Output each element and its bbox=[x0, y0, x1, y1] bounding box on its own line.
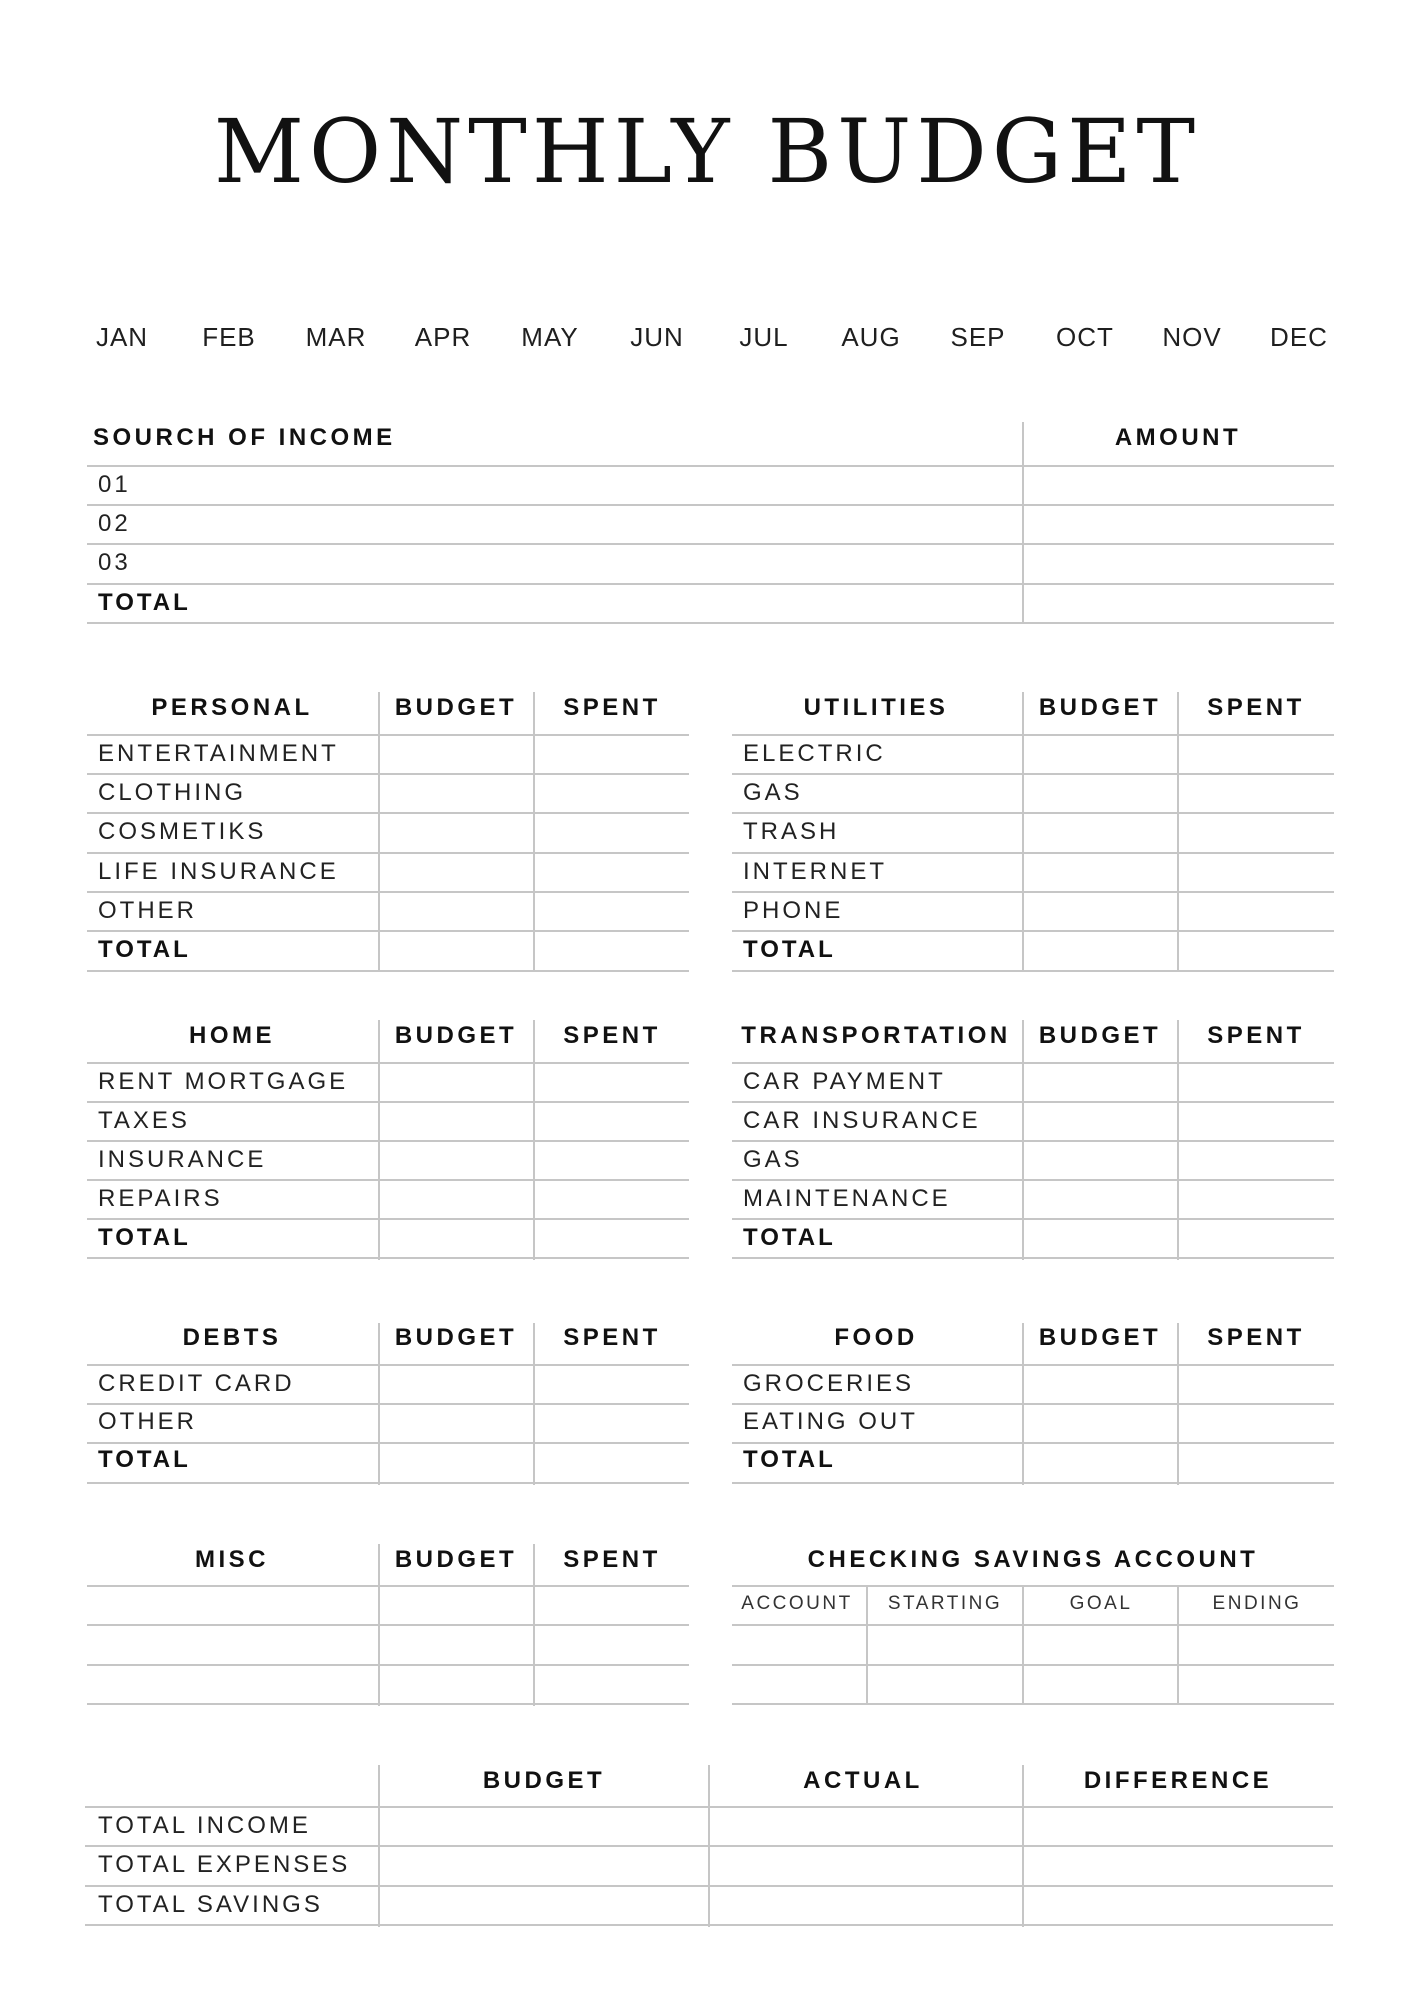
income-row-label: 02 bbox=[98, 510, 131, 537]
month-oct[interactable]: OCT bbox=[1056, 322, 1114, 352]
divider bbox=[87, 891, 689, 893]
divider bbox=[87, 930, 689, 932]
personal-row-label: OTHER bbox=[98, 897, 197, 924]
divider bbox=[87, 1218, 689, 1220]
divider bbox=[732, 734, 1334, 736]
income-amount-header: AMOUNT bbox=[1114, 424, 1242, 451]
divider bbox=[87, 1624, 689, 1626]
spent-header: SPENT bbox=[563, 1546, 661, 1573]
divider bbox=[732, 1664, 1334, 1666]
month-dec[interactable]: DEC bbox=[1270, 322, 1328, 352]
spent-header: SPENT bbox=[1207, 694, 1305, 721]
misc-header: MISC bbox=[195, 1546, 269, 1573]
month-jun[interactable]: JUN bbox=[630, 322, 684, 352]
divider bbox=[732, 1442, 1334, 1444]
divider bbox=[732, 1403, 1334, 1405]
transportation-header: TRANSPORTATION bbox=[741, 1022, 1011, 1049]
home-row-label: TAXES bbox=[98, 1107, 190, 1134]
starting-column-header: STARTING bbox=[887, 1593, 1003, 1614]
budget-header: BUDGET bbox=[1038, 1324, 1162, 1351]
divider bbox=[87, 1257, 689, 1259]
utilities-row-label: ELECTRIC bbox=[743, 740, 886, 767]
home-row-label: INSURANCE bbox=[98, 1146, 267, 1173]
home-header: HOME bbox=[189, 1022, 275, 1049]
personal-row-label: CLOTHING bbox=[98, 779, 247, 806]
divider bbox=[732, 1218, 1334, 1220]
divider bbox=[732, 1062, 1334, 1064]
home-row-label: RENT MORTGAGE bbox=[98, 1068, 349, 1095]
divider bbox=[87, 1703, 689, 1705]
divider bbox=[87, 504, 1334, 506]
budget-header: BUDGET bbox=[394, 694, 518, 721]
total-expenses-label: TOTAL EXPENSES bbox=[98, 1851, 351, 1878]
divider bbox=[732, 1101, 1334, 1103]
ending-column-header: ENDING bbox=[1212, 1593, 1302, 1614]
divider bbox=[87, 773, 689, 775]
budget-header: BUDGET bbox=[394, 1546, 518, 1573]
divider bbox=[87, 1664, 689, 1666]
month-nov[interactable]: NOV bbox=[1162, 322, 1222, 352]
divider bbox=[732, 1140, 1334, 1142]
spent-header: SPENT bbox=[563, 1022, 661, 1049]
budget-header: BUDGET bbox=[1038, 1022, 1162, 1049]
debts-row-label: OTHER bbox=[98, 1408, 197, 1435]
food-row-label: EATING OUT bbox=[743, 1408, 918, 1435]
divider bbox=[732, 1624, 1334, 1626]
income-row-label: 01 bbox=[98, 471, 131, 498]
month-aug[interactable]: AUG bbox=[841, 322, 901, 352]
utilities-row-label: INTERNET bbox=[743, 858, 887, 885]
month-jan[interactable]: JAN bbox=[95, 322, 149, 352]
divider bbox=[732, 773, 1334, 775]
divider bbox=[87, 970, 689, 972]
divider bbox=[1177, 1587, 1179, 1705]
spent-header: SPENT bbox=[1207, 1324, 1305, 1351]
month-feb[interactable]: FEB bbox=[202, 322, 256, 352]
personal-row-label: LIFE INSURANCE bbox=[98, 858, 339, 885]
spent-header: SPENT bbox=[1207, 1022, 1305, 1049]
home-total-label: TOTAL bbox=[98, 1224, 191, 1251]
month-mar[interactable]: MAR bbox=[305, 322, 367, 352]
food-header: FOOD bbox=[834, 1324, 918, 1351]
divider bbox=[732, 970, 1334, 972]
debts-row-label: CREDIT CARD bbox=[98, 1370, 295, 1397]
debts-header: DEBTS bbox=[182, 1324, 282, 1351]
divider bbox=[732, 1482, 1334, 1484]
total-savings-label: TOTAL SAVINGS bbox=[98, 1891, 323, 1918]
month-jul[interactable]: JUL bbox=[739, 322, 789, 352]
personal-row-label: COSMETIKS bbox=[98, 818, 267, 845]
personal-row-label: ENTERTAINMENT bbox=[98, 740, 339, 767]
transportation-row-label: CAR PAYMENT bbox=[743, 1068, 946, 1095]
summary-difference-header: DIFFERENCE bbox=[1083, 1767, 1273, 1794]
divider bbox=[87, 1062, 689, 1064]
budget-header: BUDGET bbox=[1038, 694, 1162, 721]
divider bbox=[1022, 422, 1024, 624]
income-total-label: TOTAL bbox=[98, 589, 191, 616]
income-row-label: 03 bbox=[98, 549, 131, 576]
divider bbox=[87, 1101, 689, 1103]
debts-total-label: TOTAL bbox=[98, 1446, 191, 1473]
divider bbox=[732, 812, 1334, 814]
divider bbox=[87, 465, 1334, 467]
divider bbox=[87, 1482, 689, 1484]
divider bbox=[87, 583, 1334, 585]
divider bbox=[87, 852, 689, 854]
divider bbox=[732, 1703, 1334, 1705]
divider bbox=[87, 622, 1334, 624]
spent-header: SPENT bbox=[563, 694, 661, 721]
home-row-label: REPAIRS bbox=[98, 1185, 223, 1212]
food-total-label: TOTAL bbox=[743, 1446, 836, 1473]
divider bbox=[732, 930, 1334, 932]
page-title: MONTHLY BUDGET bbox=[213, 100, 1201, 203]
spent-header: SPENT bbox=[563, 1324, 661, 1351]
divider bbox=[1022, 1587, 1024, 1705]
divider bbox=[87, 543, 1334, 545]
divider bbox=[866, 1587, 868, 1705]
goal-column-header: GOAL bbox=[1069, 1593, 1133, 1614]
divider bbox=[87, 1403, 689, 1405]
divider bbox=[732, 891, 1334, 893]
divider bbox=[87, 1364, 689, 1366]
divider bbox=[85, 1924, 1333, 1926]
divider bbox=[732, 852, 1334, 854]
divider bbox=[87, 812, 689, 814]
divider bbox=[732, 1257, 1334, 1259]
divider bbox=[87, 1585, 689, 1587]
month-sep[interactable]: SEP bbox=[950, 322, 1006, 352]
divider bbox=[85, 1885, 1333, 1887]
divider bbox=[85, 1845, 1333, 1847]
utilities-header: UTILITIES bbox=[803, 694, 949, 721]
personal-header: PERSONAL bbox=[151, 694, 313, 721]
month-may[interactable]: MAY bbox=[521, 322, 579, 352]
summary-budget-header: BUDGET bbox=[482, 1767, 606, 1794]
transportation-row-label: MAINTENANCE bbox=[743, 1185, 951, 1212]
account-column-header: ACCOUNT bbox=[741, 1593, 853, 1614]
utilities-row-label: TRASH bbox=[743, 818, 840, 845]
budget-header: BUDGET bbox=[394, 1324, 518, 1351]
summary-actual-header: ACTUAL bbox=[803, 1767, 923, 1794]
transportation-row-label: GAS bbox=[743, 1146, 803, 1173]
divider bbox=[87, 734, 689, 736]
divider bbox=[732, 1585, 1334, 1587]
divider bbox=[85, 1806, 1333, 1808]
total-income-label: TOTAL INCOME bbox=[98, 1812, 311, 1839]
divider bbox=[732, 1179, 1334, 1181]
divider bbox=[732, 1364, 1334, 1366]
utilities-total-label: TOTAL bbox=[743, 936, 836, 963]
budget-header: BUDGET bbox=[394, 1022, 518, 1049]
food-row-label: GROCERIES bbox=[743, 1370, 915, 1397]
transportation-row-label: CAR INSURANCE bbox=[743, 1107, 981, 1134]
utilities-row-label: PHONE bbox=[743, 897, 844, 924]
income-source-header: SOURCH OF INCOME bbox=[93, 424, 396, 451]
transportation-total-label: TOTAL bbox=[743, 1224, 836, 1251]
divider bbox=[87, 1179, 689, 1181]
personal-total-label: TOTAL bbox=[98, 936, 191, 963]
checking-savings-header: CHECKING SAVINGS ACCOUNT bbox=[807, 1546, 1259, 1573]
divider bbox=[87, 1140, 689, 1142]
divider bbox=[87, 1442, 689, 1444]
utilities-row-label: GAS bbox=[743, 779, 803, 806]
month-apr[interactable]: APR bbox=[414, 322, 472, 352]
